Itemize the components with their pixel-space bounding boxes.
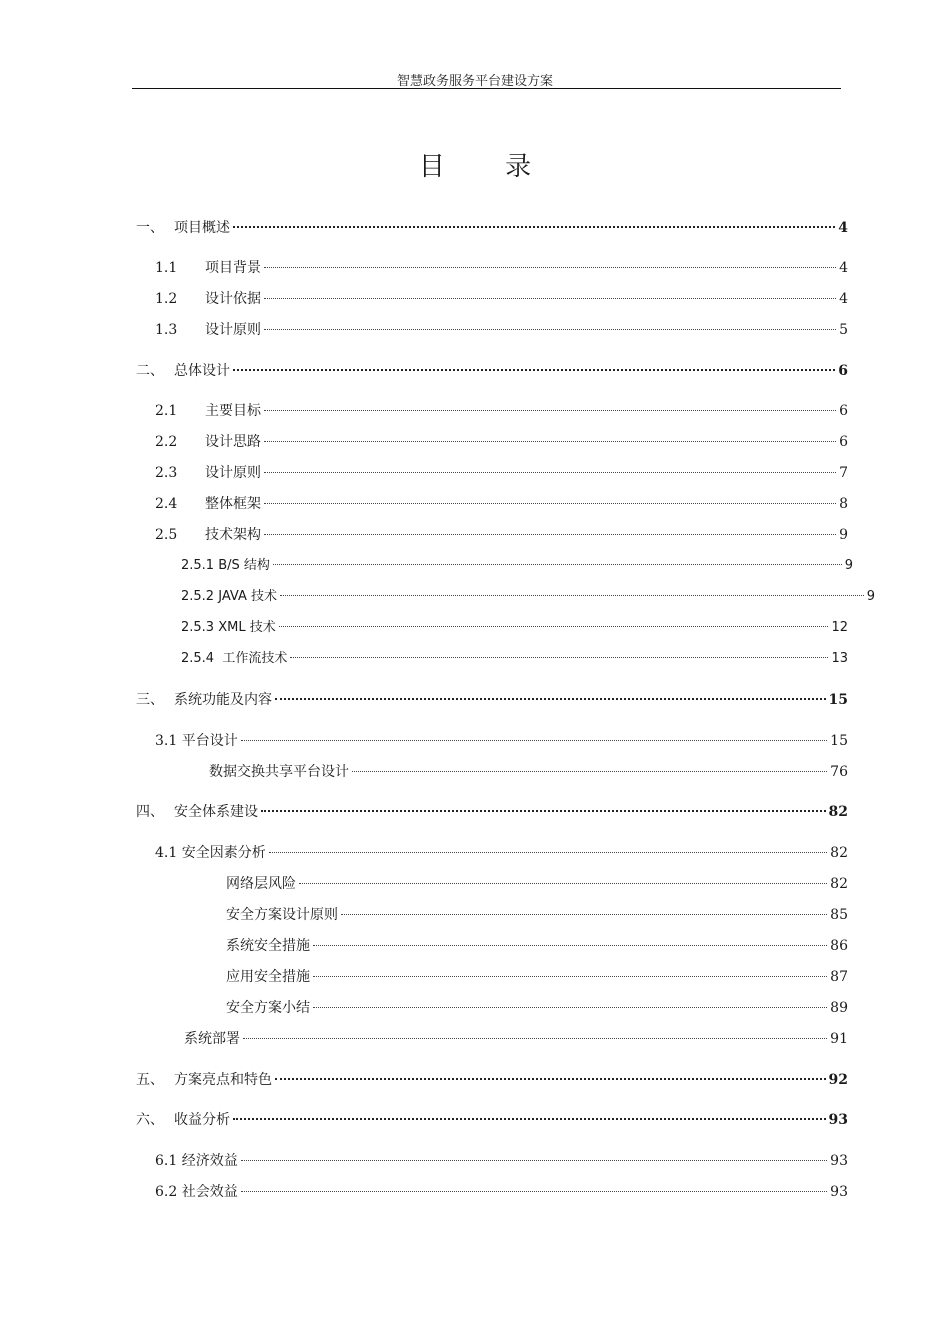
toc-entry-page: 6	[839, 434, 848, 450]
toc-entry-page: 87	[830, 969, 848, 985]
toc-entry-page: 13	[831, 651, 848, 666]
toc-entry-number: 2.4	[155, 496, 178, 512]
toc-entry-label: 2.5.1 B/S 结构	[181, 558, 270, 573]
toc-entry-page: 76	[830, 764, 848, 780]
toc-entry-number: 1.1	[155, 260, 178, 276]
toc-entry-label: 设计思路	[205, 434, 261, 450]
toc-dot-leader	[275, 1078, 826, 1080]
toc-entry-label: 系统部署	[184, 1031, 240, 1047]
toc-entry-label: 系统功能及内容	[174, 692, 272, 708]
toc-entry-label: 应用安全措施	[226, 969, 310, 985]
toc-dot-leader	[264, 534, 836, 535]
toc-entry-page: 92	[828, 1072, 848, 1088]
toc-entry-label: 安全方案设计原则	[226, 907, 338, 923]
toc-entry-2-1[interactable]	[155, 401, 848, 421]
toc-entry-6-2[interactable]	[155, 1182, 848, 1202]
toc-dot-leader	[233, 226, 835, 228]
toc-dot-leader	[264, 503, 836, 504]
toc-entry-page: 8	[839, 496, 848, 512]
toc-dot-leader	[233, 369, 835, 371]
toc-dot-leader	[299, 883, 827, 884]
toc-entry-page: 9	[839, 527, 848, 543]
toc-entry-4-1-4[interactable]	[226, 967, 848, 987]
toc-dot-leader	[290, 657, 828, 658]
toc-entry-1[interactable]	[136, 218, 848, 238]
toc-title: 目 录	[418, 152, 558, 182]
toc-entry-page: 4	[838, 220, 848, 236]
toc-entry-1-1[interactable]	[155, 258, 848, 278]
toc-entry-2-3[interactable]	[155, 463, 848, 483]
toc-entry-number: 五、	[136, 1072, 164, 1088]
toc-entry-page: 85	[830, 907, 848, 923]
toc-entry-label: 数据交换共享平台设计	[209, 764, 349, 780]
toc-entry-label: 安全方案小结	[226, 1000, 310, 1016]
toc-entry-page: 7	[839, 465, 848, 481]
toc-entry-page: 93	[830, 1184, 848, 1200]
toc-entry-label: 设计原则	[205, 322, 261, 338]
toc-entry-2-4[interactable]	[155, 494, 848, 514]
toc-dot-leader	[273, 564, 842, 565]
toc-entry-page: 6	[838, 363, 848, 379]
toc-dot-leader	[241, 1191, 827, 1192]
toc-entry-page: 6	[839, 403, 848, 419]
toc-entry-label: 2.5.4 工作流技术	[181, 651, 288, 666]
toc-entry-3-1-1[interactable]	[209, 762, 848, 782]
toc-entry-2-5-2[interactable]	[181, 587, 875, 607]
toc-entry-page: 15	[828, 692, 848, 708]
toc-entry-2-2[interactable]	[155, 432, 848, 452]
toc-dot-leader	[341, 914, 827, 915]
toc-entry-label: 设计依据	[205, 291, 261, 307]
toc-entry-number: 二、	[136, 363, 164, 379]
toc-entry-label: 收益分析	[174, 1112, 230, 1128]
toc-dot-leader	[280, 595, 864, 596]
toc-entry-label: 总体设计	[174, 363, 230, 379]
toc-dot-leader	[241, 740, 827, 741]
toc-dot-leader	[261, 810, 826, 812]
toc-entry-5[interactable]	[136, 1070, 848, 1090]
toc-entry-label: 网络层风险	[226, 876, 296, 892]
toc-entry-number: 三、	[136, 692, 164, 708]
toc-entry-page: 86	[830, 938, 848, 954]
toc-entry-number: 1.3	[155, 322, 178, 338]
toc-entry-2-5-4[interactable]	[181, 649, 848, 669]
toc-entry-number: 2.5	[155, 527, 178, 543]
toc-dot-leader	[243, 1038, 827, 1039]
toc-entry-1-2[interactable]	[155, 289, 848, 309]
toc-entry-number: 六、	[136, 1112, 164, 1128]
toc-entry-page: 4	[839, 291, 848, 307]
toc-entry-page: 12	[831, 620, 848, 635]
toc-dot-leader	[264, 410, 836, 411]
toc-entry-label: 2.5.3 XML 技术	[181, 620, 276, 635]
toc-entry-page: 15	[830, 733, 848, 749]
toc-entry-label: 项目背景	[205, 260, 261, 276]
toc-entry-4-2[interactable]	[184, 1029, 848, 1049]
toc-entry-4-1-2[interactable]	[226, 905, 848, 925]
toc-entry-page: 82	[828, 804, 848, 820]
toc-dot-leader	[264, 298, 836, 299]
toc-entry-label: 项目概述	[174, 220, 230, 236]
toc-dot-leader	[241, 1160, 827, 1161]
toc-entry-label: 设计原则	[205, 465, 261, 481]
toc-entry-3-1[interactable]	[155, 731, 848, 751]
toc-dot-leader	[233, 1118, 826, 1120]
toc-dot-leader	[264, 329, 836, 330]
toc-entry-page: 91	[830, 1031, 848, 1047]
toc-entry-1-3[interactable]	[155, 320, 848, 340]
toc-entry-label: 6.1 经济效益	[155, 1153, 238, 1169]
toc-dot-leader	[313, 1007, 827, 1008]
toc-entry-page: 93	[828, 1112, 848, 1128]
toc-entry-6-1[interactable]	[155, 1151, 848, 1171]
toc-entry-page: 9	[866, 589, 875, 604]
toc-entry-label: 技术架构	[205, 527, 261, 543]
toc-entry-4-1-3[interactable]	[226, 936, 848, 956]
toc-dot-leader	[313, 945, 827, 946]
toc-entry-label: 安全体系建设	[174, 804, 258, 820]
toc-dot-leader	[352, 771, 827, 772]
toc-entry-page: 82	[830, 845, 848, 861]
toc-entry-2-5-3[interactable]	[181, 618, 848, 638]
toc-entry-label: 系统安全措施	[226, 938, 310, 954]
toc-dot-leader	[269, 852, 827, 853]
toc-entry-number: 2.1	[155, 403, 178, 419]
toc-entry-2[interactable]	[136, 361, 848, 381]
toc-entry-2-5[interactable]	[155, 525, 848, 545]
toc-dot-leader	[313, 976, 827, 977]
toc-entry-page: 82	[830, 876, 848, 892]
toc-entry-label: 方案亮点和特色	[174, 1072, 272, 1088]
toc-dot-leader	[275, 698, 826, 700]
toc-entry-number: 1.2	[155, 291, 178, 307]
toc-entry-4-1-1[interactable]	[226, 874, 848, 894]
toc-entry-number: 2.2	[155, 434, 178, 450]
toc-dot-leader	[264, 441, 836, 442]
toc-entry-page: 93	[830, 1153, 848, 1169]
toc-dot-leader	[279, 626, 829, 627]
toc-entry-number: 2.3	[155, 465, 178, 481]
toc-entry-number: 四、	[136, 804, 164, 820]
toc-dot-leader	[264, 472, 836, 473]
toc-entry-page: 4	[839, 260, 848, 276]
toc-entry-label: 3.1 平台设计	[155, 733, 238, 749]
toc-entry-number: 一、	[136, 220, 164, 236]
toc-entry-4-1-5[interactable]	[226, 998, 848, 1018]
toc-dot-leader	[264, 267, 836, 268]
toc-entry-6[interactable]	[136, 1110, 848, 1130]
toc-entry-label: 整体框架	[205, 496, 261, 512]
toc-entry-label: 2.5.2 JAVA 技术	[181, 589, 277, 604]
document-header-title: 智慧政务服务平台建设方案	[396, 74, 553, 89]
toc-entry-page: 9	[844, 558, 853, 573]
toc-entry-page: 5	[839, 322, 848, 338]
toc-entry-4[interactable]	[136, 802, 848, 822]
toc-entry-page: 89	[830, 1000, 848, 1016]
toc-entry-4-1[interactable]	[155, 843, 848, 863]
toc-entry-label: 4.1 安全因素分析	[155, 845, 266, 861]
toc-entry-2-5-1[interactable]	[181, 556, 853, 576]
toc-entry-label: 主要目标	[205, 403, 261, 419]
toc-entry-label: 6.2 社会效益	[155, 1184, 238, 1200]
toc-entry-3[interactable]	[136, 690, 848, 710]
